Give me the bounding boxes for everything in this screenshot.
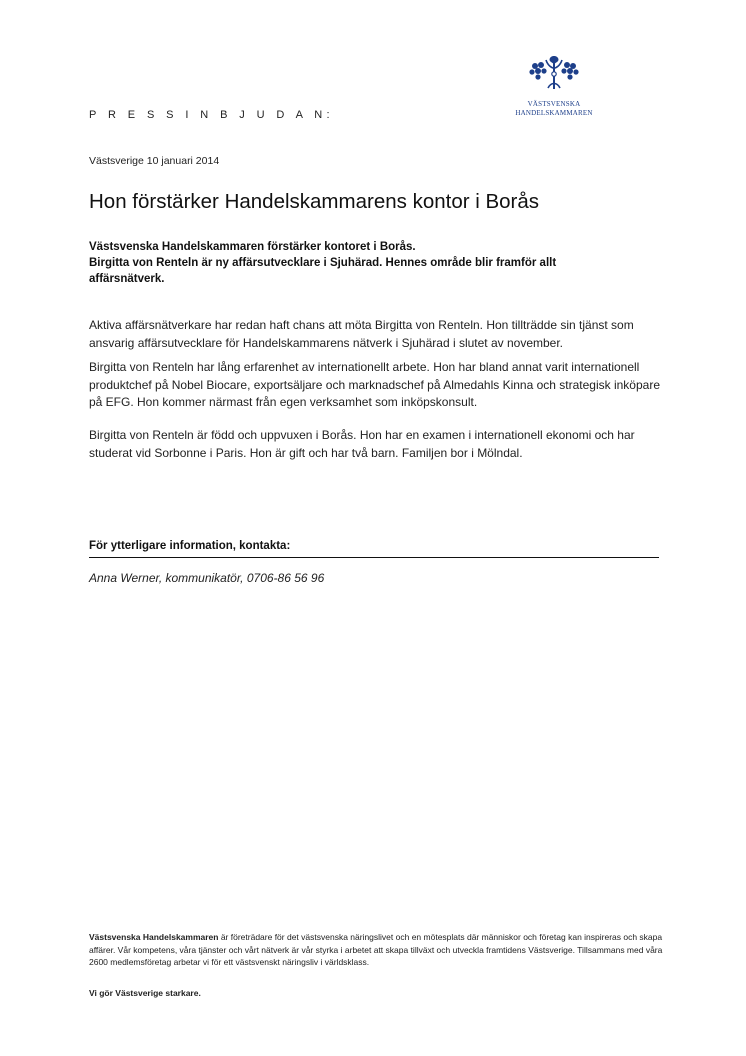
contact-divider <box>89 557 659 558</box>
logo-text-line2: HANDELSKAMMAREN <box>515 109 593 117</box>
body-paragraph-3: Birgitta von Renteln är född och uppvuxen i Borås. Hon har en examen i internationell ekonomi och har studerat vid Sorbonne i Paris. Hon är gift och har två barn. Familjen bor i Mölndal. <box>89 428 635 460</box>
headline: Hon förstärker Handelskammarens kontor i Borås <box>89 190 540 213</box>
lead-line-2: Birgitta von Renteln är ny affärsutvecklare i Sjuhärad. Hennes område blir framför allt affärsnätverk. <box>89 257 557 285</box>
footer-tagline: Vi gör Västsverige starkare. <box>89 988 201 998</box>
footer-about-text: är företrädare för det västsvenska näringslivet och en mötesplats där människor och företag kan inspireras och skapa affärer. Vår kompetens, våra tjänster och vårt nätverk är vår styrka i arbetet att skapa tillväxt och utveckla framtidens Västsverige. Tillsammans med våra 2600 medlemsföretag arbetar vi för ett västsvenskt näringsliv i världsklass. <box>89 932 663 967</box>
document-type-label: P R E S S I N B J U D A N: <box>89 109 335 121</box>
logo-text-line1: VÄSTSVENSKA <box>527 100 581 108</box>
contact-person: Anna Werner, kommunikatör, 0706-86 56 96 <box>89 571 325 585</box>
dateline: Västsverige 10 januari 2014 <box>89 155 220 167</box>
lead-paragraph <box>89 239 629 287</box>
body-paragraph-2: Birgitta von Renteln har lång erfarenhet av internationellt arbete. Hon har bland annat varit internationell produktchef på Nobel Biocare, exportsäljare och marknadschef på Almedahls Kinna och strategisk inköpare på EFG. Hon kommer närmast från egen verksamhet som inköpskonsult. <box>89 360 660 409</box>
footer-about <box>89 931 669 969</box>
body-paragraph-1: Aktiva affärsnätverkare har redan haft chans att möta Birgitta von Renteln. Hon tillträdde sin tjänst som ansvarig affärsutvecklare för Handelskammarens nätverk i Sjuhärad i slutet av november. <box>89 318 634 350</box>
footer-org-name: Västsvenska Handelskammaren <box>89 932 219 942</box>
contact-heading: För ytterligare information, kontakta: <box>89 540 291 552</box>
chamber-emblem-icon <box>526 52 582 92</box>
chamber-logo <box>508 52 600 122</box>
lead-line-1: Västsvenska Handelskammaren förstärker kontoret i Borås. <box>89 241 416 253</box>
